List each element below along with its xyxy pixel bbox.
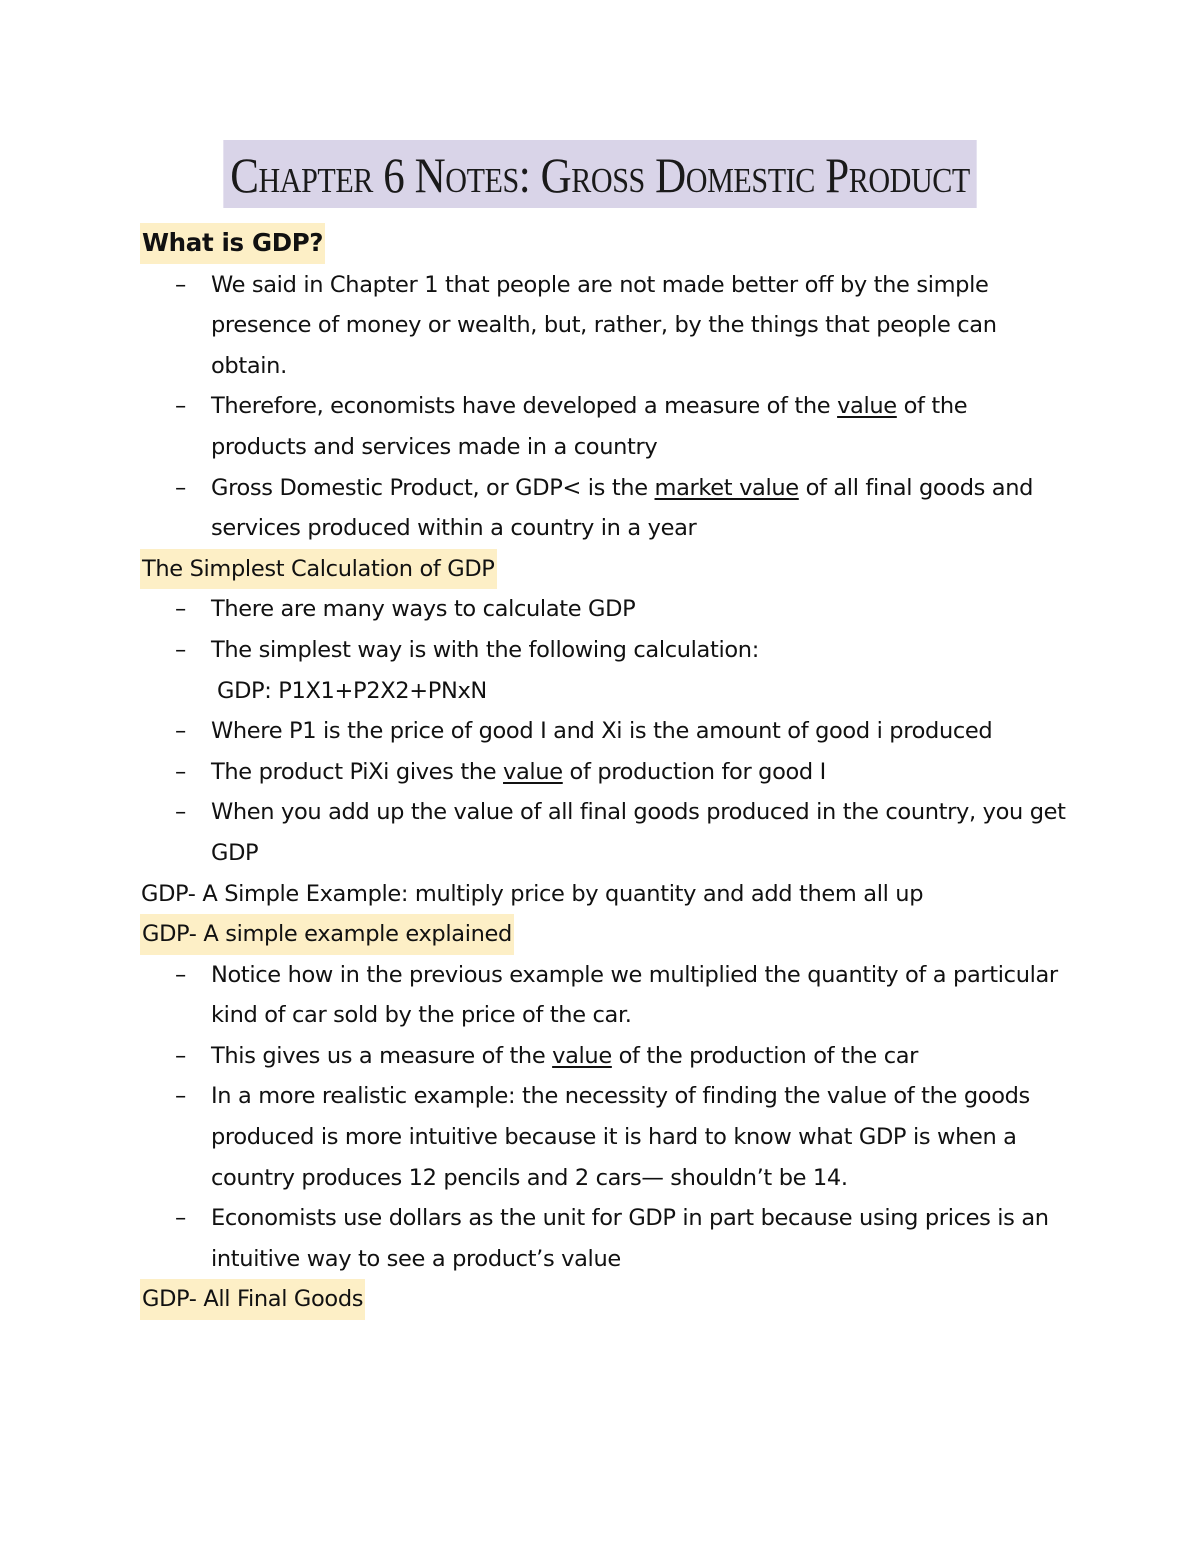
- underlined-term: market value: [654, 474, 799, 501]
- section-what-is-gdp: [141, 223, 1066, 549]
- section-heading: GDP- All Final Goods: [140, 1279, 365, 1320]
- underlined-term: value: [837, 393, 897, 420]
- list-item: [211, 1036, 1066, 1077]
- text-run: of all final goods and services produced within a country in a year: [211, 474, 1034, 542]
- section-example-explained: [141, 914, 1066, 1279]
- page-title: Chapter 6 Notes: Gross Domestic Product: [223, 140, 976, 208]
- bullet-list: [141, 955, 1066, 1280]
- text-run: of production for good I: [562, 758, 826, 785]
- list-item: – Notice how in the previous example we multiplied the quantity of a particular kind of car sold by the price of the car.: [211, 955, 1066, 1036]
- text-run: This gives us a measure of the: [211, 1042, 553, 1069]
- text-run: Gross Domestic Product, or GDP< is the: [211, 474, 655, 501]
- list-item: – Where P1 is the price of good I and Xi is the amount of good i produced: [211, 711, 1066, 752]
- underlined-term: value: [552, 1042, 612, 1069]
- section-line: GDP- A Simple Example: multiply price by quantity and add them all up: [141, 880, 924, 907]
- underlined-term: value: [503, 758, 563, 785]
- section-all-final-goods: [141, 1279, 1066, 1320]
- list-item: – Economists use dollars as the unit for GDP in part because using prices is an intuitive way to see a product’s value: [211, 1198, 1066, 1279]
- text-run: of the products and services made in a country: [211, 393, 968, 460]
- list-item: – The simplest way is with the following calculation:: [211, 630, 1066, 671]
- text-run: of the production of the car: [611, 1042, 919, 1069]
- list-item: [211, 752, 1066, 793]
- list-item: [211, 468, 1066, 549]
- list-item: [211, 386, 1066, 467]
- list-item: – In a more realistic example: the necessity of finding the value of the goods produced is more intuitive because it is hard to know what GDP is when a country produces 12 pencils and 2 cars— shouldn’t be 14.: [211, 1076, 1066, 1198]
- text-run: The product PiXi gives the: [211, 758, 504, 785]
- bullet-list: [141, 265, 1066, 549]
- section-simple-example: [141, 874, 1066, 915]
- section-heading: GDP- A simple example explained: [140, 914, 514, 955]
- section-heading: What is GDP?: [140, 223, 325, 264]
- title-container: [0, 140, 1200, 208]
- section-simplest-calculation: [141, 549, 1066, 874]
- list-item: – We said in Chapter 1 that people are not made better off by the simple presence of money or wealth, but, rather, by the things that people can obtain.: [211, 265, 1066, 387]
- section-heading: The Simplest Calculation of GDP: [140, 549, 497, 590]
- formula-line: GDP: P1X1+P2X2+PNxN: [217, 677, 487, 704]
- bullet-list: [141, 589, 1066, 873]
- notes-content: [141, 223, 1066, 1320]
- text-run: Therefore, economists have developed a measure of the: [211, 393, 838, 420]
- list-item: – There are many ways to calculate GDP: [211, 589, 1066, 630]
- list-item: – When you add up the value of all final goods produced in the country, you get GDP: [211, 792, 1066, 873]
